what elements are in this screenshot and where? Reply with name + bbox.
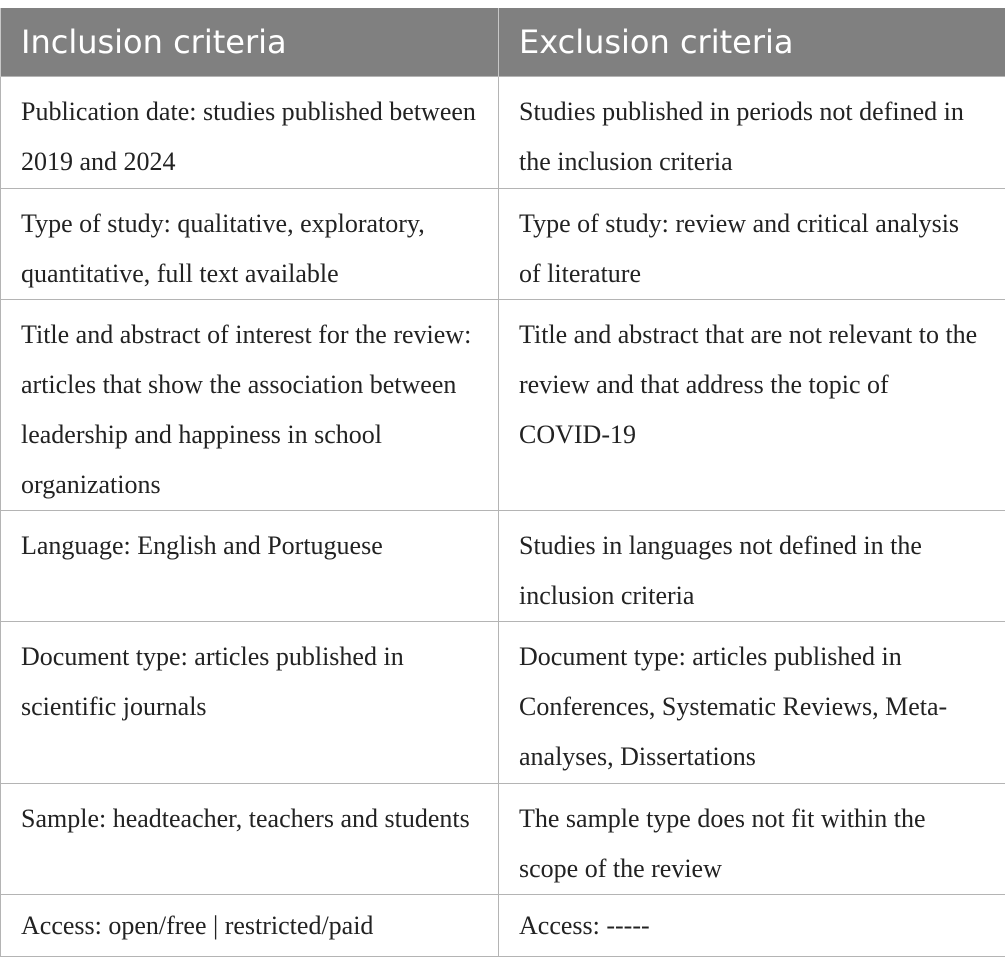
table-row — [1, 510, 1005, 621]
criteria-table — [0, 8, 1005, 957]
table-row — [1, 299, 1005, 510]
inclusion-cell: Language: English and Portuguese — [1, 510, 499, 621]
exclusion-cell: Type of study: review and critical analysis of literature — [499, 188, 1005, 299]
inclusion-cell: Title and abstract of interest for the review: articles that show the association between leadership and happiness in school organizations — [1, 299, 499, 510]
exclusion-cell: Studies in languages not defined in the inclusion criteria — [499, 510, 1005, 621]
header-exclusion-criteria: Exclusion criteria — [499, 8, 1005, 76]
header-row — [1, 8, 1005, 76]
table-row — [1, 76, 1005, 188]
inclusion-cell: Publication date: studies published between 2019 and 2024 — [1, 76, 499, 188]
inclusion-cell: Access: open/free | restricted/paid — [1, 894, 499, 956]
table-body — [1, 76, 1005, 956]
table-header — [1, 8, 1005, 76]
table-row — [1, 894, 1005, 956]
table-row — [1, 783, 1005, 894]
exclusion-cell: Document type: articles published in Conferences, Systematic Reviews, Meta-analyses, Dissertations — [499, 621, 1005, 783]
exclusion-cell: Title and abstract that are not relevant to the review and that address the topic of COVID-19 — [499, 299, 1005, 510]
exclusion-cell: Access: ----- — [499, 894, 1005, 956]
table-row — [1, 621, 1005, 783]
header-inclusion-criteria: Inclusion criteria — [1, 8, 499, 76]
inclusion-cell: Sample: headteacher, teachers and students — [1, 783, 499, 894]
exclusion-cell: The sample type does not fit within the scope of the review — [499, 783, 1005, 894]
exclusion-cell: Studies published in periods not defined in the inclusion criteria — [499, 76, 1005, 188]
table-row — [1, 188, 1005, 299]
inclusion-cell: Type of study: qualitative, exploratory, quantitative, full text available — [1, 188, 499, 299]
inclusion-cell: Document type: articles published in scientific journals — [1, 621, 499, 783]
